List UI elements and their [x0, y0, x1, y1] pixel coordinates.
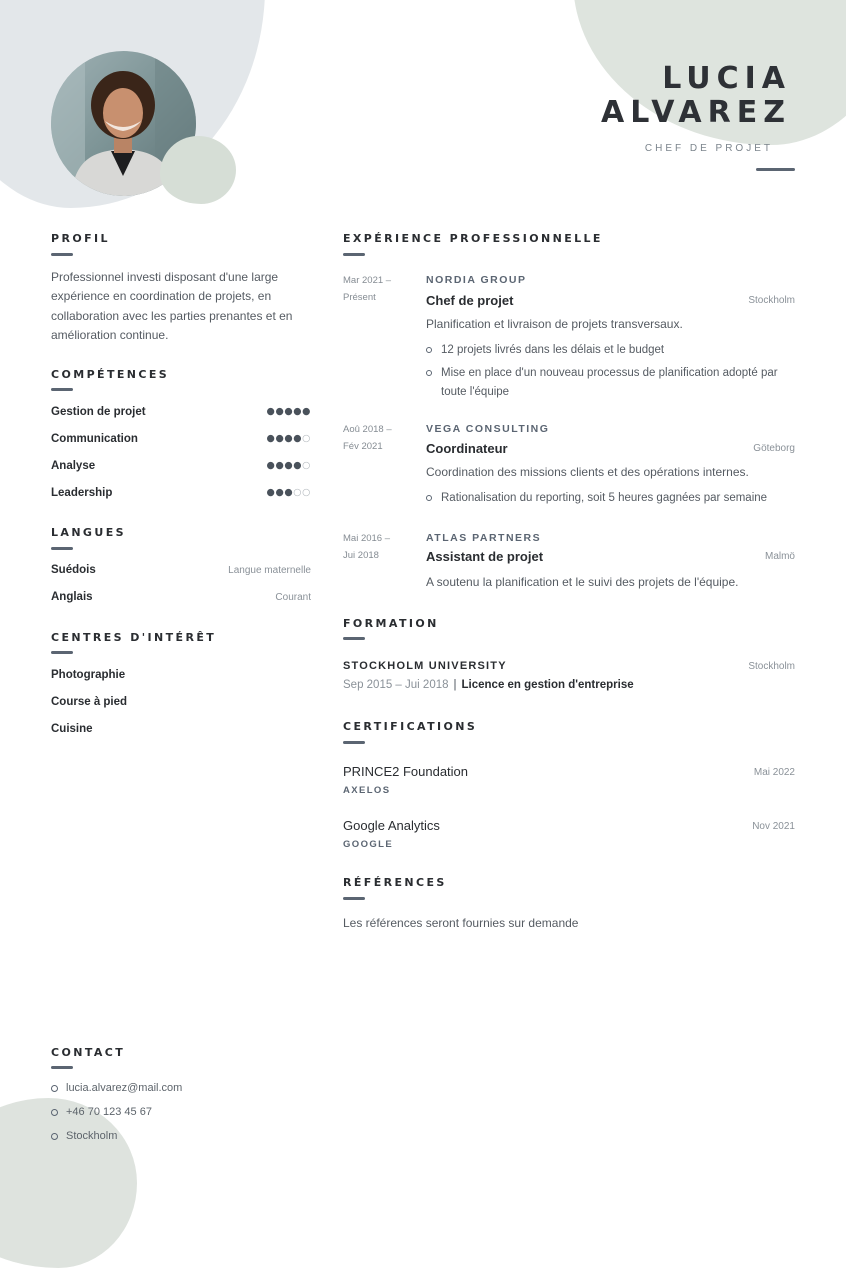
skills-heading: COMPÉTENCES [51, 368, 170, 381]
skill-name: Analyse [51, 460, 96, 472]
skills-underline [51, 388, 73, 391]
interest-item: Cuisine [51, 723, 93, 735]
language-level: Langue maternelle [228, 565, 311, 576]
job-description: A soutenu la planification et le suivi des projets de l'équipe. [426, 575, 739, 589]
email-icon [51, 1085, 58, 1092]
filled-dot-icon: ● [266, 460, 276, 471]
education-details [343, 679, 634, 691]
interest-item: Photographie [51, 669, 126, 681]
title-underline [756, 168, 795, 171]
contact-underline [51, 1066, 73, 1069]
job-date-end: Jui 2018 [343, 549, 379, 561]
skill-rating [267, 487, 311, 498]
language-row [51, 591, 311, 607]
filled-dot-icon: ● [275, 406, 285, 417]
filled-dot-icon: ● [284, 487, 294, 498]
skill-name: Communication [51, 433, 138, 445]
decorative-blob-small [160, 136, 236, 204]
job-company: VEGA CONSULTING [426, 423, 550, 435]
certification-name: Google Analytics [343, 818, 440, 833]
skill-row [51, 433, 311, 449]
bullet-icon [426, 370, 432, 376]
filled-dot-icon: ● [293, 460, 303, 471]
job-location: Göteborg [753, 443, 795, 454]
education-degree: Licence en gestion d'entreprise [461, 679, 634, 691]
job-location: Stockholm [748, 295, 795, 306]
filled-dot-icon: ● [284, 406, 294, 417]
interest-item: Course à pied [51, 696, 128, 708]
job-role: Assistant de projet [426, 549, 544, 564]
skill-rating [267, 406, 311, 417]
job-date-start: Aoû 2018 – [343, 424, 392, 435]
email-text: lucia.alvarez@mail.com [66, 1082, 183, 1094]
profile-underline [51, 253, 73, 256]
phone-text: +46 70 123 45 67 [66, 1106, 152, 1118]
bullet-icon [426, 347, 432, 353]
education-location: Stockholm [748, 661, 795, 672]
experience-heading: EXPÉRIENCE PROFESSIONNELLE [343, 232, 603, 245]
skill-rating [267, 433, 311, 444]
language-row [51, 564, 311, 580]
filled-dot-icon: ● [275, 487, 285, 498]
job-dates [343, 273, 413, 306]
certification-date: Nov 2021 [752, 821, 795, 832]
bullet-icon [426, 495, 432, 501]
bullet-text: Mise en place d'un nouveau processus de planification adopté par toute l'équipe [441, 367, 778, 398]
skill-row [51, 487, 311, 503]
references-heading: RÉFÉRENCES [343, 876, 447, 889]
skill-rating [267, 460, 311, 471]
filled-dot-icon: ● [266, 433, 276, 444]
bullet-text: Rationalisation du reporting, soit 5 heures gagnées par semaine [441, 492, 768, 504]
bullet-text: 12 projets livrés dans les délais et le budget [441, 344, 665, 356]
last-name: ALVAREZ [601, 95, 791, 130]
languages-underline [51, 547, 73, 550]
languages-heading: LANGUES [51, 526, 126, 539]
job-bullet [426, 489, 796, 508]
certification-date: Mai 2022 [753, 767, 795, 778]
job-bullet [426, 364, 796, 402]
job-date-end: Fév 2021 [343, 440, 383, 452]
certification-name: PRINCE2 Foundation [343, 764, 469, 779]
city-text: Stockholm [66, 1130, 118, 1142]
education-heading: FORMATION [343, 617, 439, 630]
job-company: ATLAS PARTNERS [426, 532, 542, 544]
job-description: Planification et livraison de projets transversaux. [426, 317, 683, 331]
profile-heading: PROFIL [51, 232, 110, 245]
job-date-start: Mar 2021 – [343, 275, 392, 286]
full-name [601, 62, 791, 130]
skill-name: Leadership [51, 487, 113, 499]
contact-heading: CONTACT [51, 1046, 126, 1059]
experience-underline [343, 253, 365, 256]
interests-underline [51, 651, 73, 654]
skill-row [51, 406, 311, 422]
job-bullet [426, 341, 796, 360]
filled-dot-icon: ● [293, 406, 303, 417]
certifications-heading: CERTIFICATIONS [343, 720, 478, 733]
job-title: CHEF DE PROJET [644, 143, 773, 154]
filled-dot-icon: ● [302, 406, 311, 417]
job-description: Coordination des missions clients et des opérations internes. [426, 465, 749, 479]
filled-dot-icon: ● [275, 433, 285, 444]
language-name: Suédois [51, 564, 96, 576]
filled-dot-icon: ● [293, 433, 303, 444]
phone-icon [51, 1109, 58, 1116]
filled-dot-icon: ● [266, 406, 276, 417]
job-dates [343, 422, 413, 455]
references-underline [343, 897, 365, 900]
education-separator: | [453, 679, 457, 691]
location-icon [51, 1133, 58, 1140]
empty-dot-icon: ○ [302, 433, 311, 444]
job-date-start: Mai 2016 – [343, 533, 391, 544]
filled-dot-icon: ● [284, 460, 294, 471]
job-location: Malmö [764, 551, 795, 562]
education-dates: Sep 2015 – Jui 2018 [343, 679, 449, 691]
filled-dot-icon: ● [275, 460, 285, 471]
references-text: Les références seront fournies sur demande [343, 916, 579, 930]
job-company: NORDIA GROUP [426, 274, 527, 286]
empty-dot-icon: ○ [293, 487, 303, 498]
profile-text: Professionnel investi disposant d'une large expérience en coordination de projets, en collaboration avec les parties prenantes et en amélioration continue. [51, 270, 293, 342]
education-underline [343, 637, 365, 640]
skill-name: Gestion de projet [51, 406, 146, 418]
interests-heading: CENTRES D'INTÉRÊT [51, 631, 217, 644]
language-name: Anglais [51, 591, 93, 603]
education-school: STOCKHOLM UNIVERSITY [343, 660, 507, 672]
empty-dot-icon: ○ [302, 460, 311, 471]
job-dates [343, 531, 413, 564]
filled-dot-icon: ● [266, 487, 276, 498]
first-name: LUCIA [662, 61, 791, 96]
certification-issuer: GOOGLE [343, 839, 394, 850]
decorative-blob-bottom-left [0, 1098, 137, 1268]
empty-dot-icon: ○ [302, 487, 311, 498]
certification-issuer: AXELOS [343, 785, 391, 796]
certifications-underline [343, 741, 365, 744]
job-role: Coordinateur [426, 441, 508, 456]
filled-dot-icon: ● [284, 433, 294, 444]
job-role: Chef de projet [426, 293, 514, 308]
skill-row [51, 460, 311, 476]
job-date-end: Présent [343, 291, 376, 303]
language-level: Courant [275, 592, 311, 603]
